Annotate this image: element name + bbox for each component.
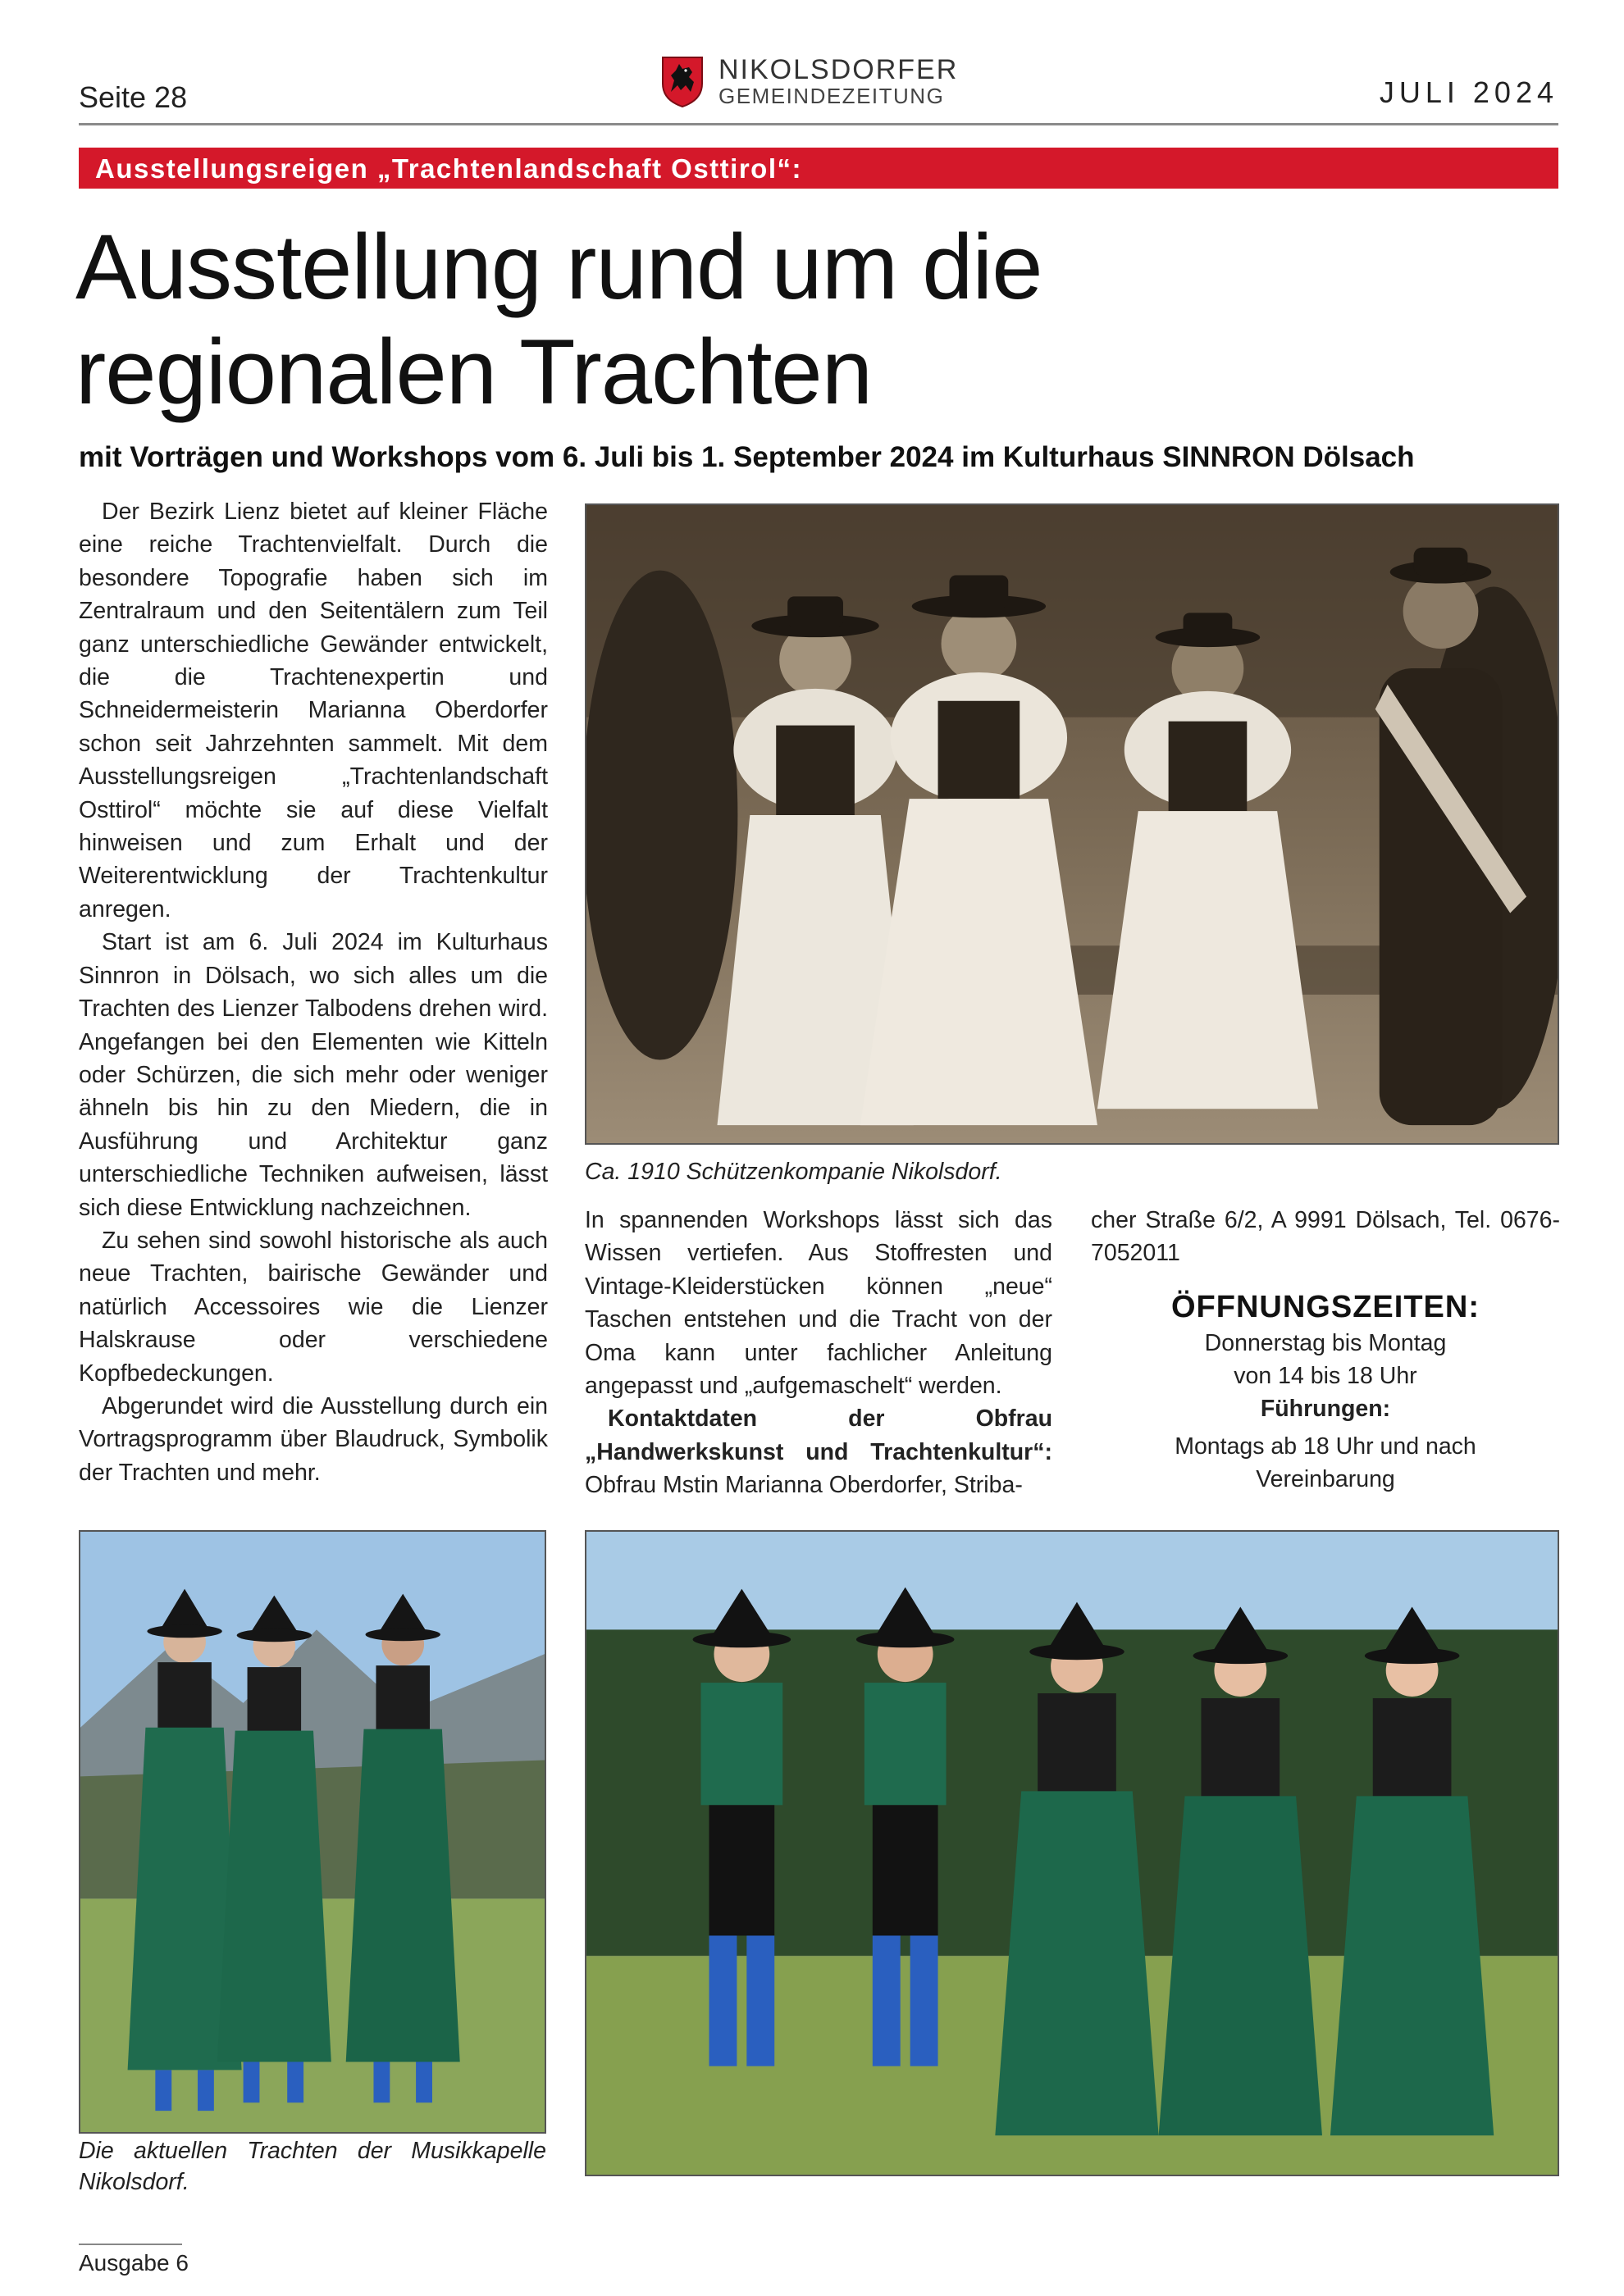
music-band-photo (585, 1530, 1559, 2176)
opening-hours-days: Donnerstag bis Montag (1204, 1330, 1447, 1356)
middle-text-column (585, 1204, 1052, 1502)
tours-line-1: Montags ab 18 Uhr und nach (1175, 1433, 1476, 1460)
historic-photo-image (586, 505, 1558, 1143)
logo-title: NIKOLSDORFER (718, 54, 959, 85)
paragraph: Zu sehen sind sowohl historische als auch neue Trachten, bairische Gewänder und natürlich Accessoires wie die Lienzer Halskrause oder verschiedene Kopfbedeckungen. (79, 1227, 548, 1387)
three-women-photo (79, 1530, 546, 2134)
header-divider (79, 123, 1558, 125)
paragraph: Start ist am 6. Juli 2024 im Kulturhaus Sinnron in Dölsach, wo sich alles um die Trachten des Lienzer Talbodens drehen wird. Angefangen bei den Elementen wie Kitteln oder Schürzen, die sich mehr oder weniger ähneln bis hin zu den Miedern, die in Ausführung und Architektur ganz unterschiedliche Techniken aufweisen, lässt sich diese Entwicklung nachzeichnen. (79, 929, 548, 1221)
headline-line-1: Ausstellung rund um die (75, 216, 1042, 318)
historic-photo-caption: Ca. 1910 Schützenkompanie Nikolsdorf. (585, 1159, 1002, 1185)
opening-hours-title: ÖFFNUNGSZEITEN: (1171, 1290, 1480, 1324)
kicker-banner (79, 148, 1558, 189)
kicker-text: Ausstellungsreigen „Trachtenlandschaft Osttirol“: (95, 153, 802, 184)
headline (75, 215, 1568, 425)
page-number: Seite 28 (79, 80, 188, 114)
right-text-column (1091, 1204, 1560, 1270)
tours-label: Führungen: (1260, 1396, 1391, 1422)
opening-hours-time: von 14 bis 18 Uhr (1234, 1363, 1417, 1389)
historic-photo-1910 (585, 503, 1559, 1145)
contact-paragraph (585, 1402, 1052, 1501)
contact-continuation: cher Straße 6/2, A 9991 Dölsach, Tel. 0676-7052011 (1091, 1207, 1560, 1267)
small-photo-caption: Die aktuellen Trachten der Musikkapelle Nikolsdorf. (79, 2138, 546, 2195)
paragraph: Der Bezirk Lienz bietet auf kleiner Fläche eine reiche Trachtenvielfalt. Durch die besondere Topografie haben sich im Zentralraum und den Seitentälern zum Teil ganz unterschiedliche Gewänder entwickelt, die die Trachtenexpertin und Schneidermeisterin Marianna Oberdorfer schon seit Jahrzehnten sammelt. Mit dem Ausstellungsreigen „Trachtenlandschaft Osttirol“ möchte sie auf diese Vielfalt hinweisen und zum Erhalt und der Weiterentwicklung der Trachtenkultur anregen. (79, 499, 548, 922)
contact-label: Kontaktdaten der Obfrau „Handwerkskunst und Trachtenkultur“: (585, 1405, 1052, 1465)
paragraph: Abgerundet wird die Ausstellung durch ein Vortragsprogramm über Blaudruck, Symbolik der Trachten und mehr. (79, 1392, 548, 1486)
footer-divider (79, 2244, 182, 2245)
issue-date: JULI 2024 (1379, 75, 1558, 109)
music-band-photo-image (586, 1532, 1558, 2175)
edition-label: Ausgabe 6 (79, 2250, 189, 2276)
paragraph: In spannenden Workshops lässt sich das Wissen vertiefen. Aus Stoffresten und Vintage-Kleiderstücken können „neue“ Taschen entstehen und die Tracht von der Oma kann unter fachlicher Anleitung angepasst und „aufgemaschelt“ werden. (585, 1207, 1052, 1400)
contact-text: Obfrau Mstin Marianna Oberdorfer, Striba- (585, 1472, 1023, 1499)
subheadline: mit Vorträgen und Workshops vom 6. Juli bis 1. September 2024 im Kulturhaus SINNRON Dölsach (79, 441, 1415, 473)
newspaper-logo (661, 51, 973, 108)
logo-subtitle: GEMEINDEZEITUNG (718, 84, 945, 108)
left-text-column (79, 495, 548, 1489)
tours-line-2: Vereinbarung (1256, 1466, 1395, 1492)
headline-line-2: regionalen Trachten (75, 321, 873, 423)
coat-of-arms-icon (661, 56, 704, 108)
three-women-photo-image (80, 1532, 545, 2132)
opening-hours-box (1091, 1287, 1560, 1496)
